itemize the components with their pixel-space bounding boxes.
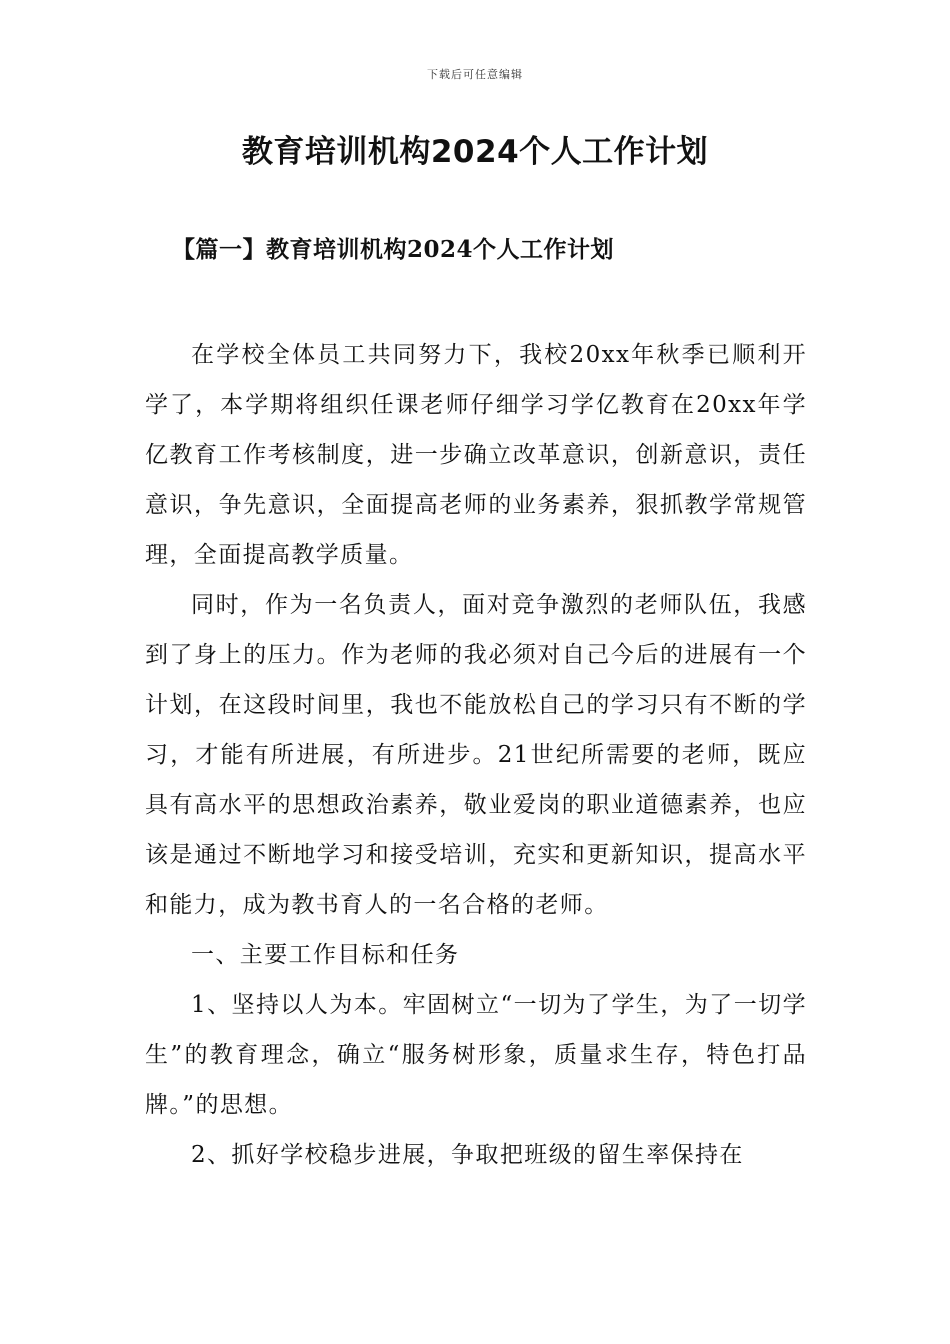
subheading-paragraph: 一、主要工作目标和任务: [191, 942, 460, 968]
body-paragraph: 在学校全体员工共同努力下，我校20xx年秋季已顺利开学了，本学期将组织任课老师仔细学习学亿教育在20xx年学亿教育工作考核制度，进一步确立改革意识，创新意识，责任意识，争先意识，全面提高老师的业务素养，狠抓教学常规管理，全面提高教学质量。: [145, 342, 807, 568]
body-paragraph: 1、坚持以人为本。牢固树立“一切为了学生，为了一切学生”的教育理念，确立“服务树形象，质量求生存，特色打品牌。”的思想。: [145, 992, 807, 1118]
section-heading: 【篇一】教育培训机构2024个人工作计划: [172, 236, 615, 263]
body-paragraph: 2、抓好学校稳步进展，争取把班级的留生率保持在: [191, 1142, 744, 1168]
header-note: 下载后可任意编辑: [427, 68, 523, 81]
body-paragraph: 同时，作为一名负责人，面对竞争激烈的老师队伍，我感到了身上的压力。作为老师的我必须对自己今后的进展有一个计划，在这段时间里，我也不能放松自己的学习只有不断的学习，才能有所进展，有所进步。21世纪所需要的老师，既应具有高水平的思想政治素养，敬业爱岗的职业道德素养，也应该是通过不断地学习和接受培训，充实和更新知识，提高水平和能力，成为教书育人的一名合格的老师。: [145, 592, 807, 918]
document-body: [145, 330, 807, 1180]
document-title: 教育培训机构2024个人工作计划: [241, 134, 709, 170]
